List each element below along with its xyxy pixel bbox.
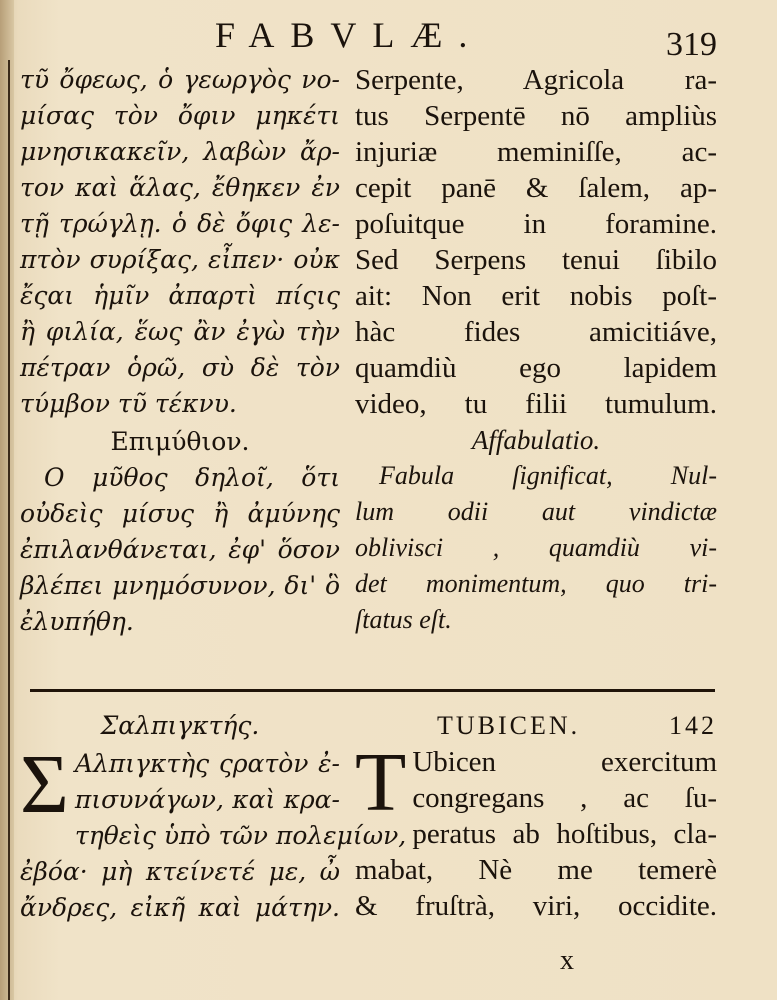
latin-line: video, tu filii tumulum. — [355, 388, 717, 420]
latin-line: hàc fides amicitiáve, — [355, 316, 717, 348]
page-number: 319 — [666, 26, 717, 63]
latin-line: tus Serpentē nō ampliùs — [355, 100, 717, 132]
greek-line: ἐβόα· μὴ κτείνετέ με, ὦ — [20, 857, 340, 886]
latin-line: injuriæ meminiſſe, ac- — [355, 136, 717, 168]
greek-dropcap: Σ — [20, 738, 69, 831]
latin-line: peratus ab hoſtibus, cla- — [412, 818, 717, 850]
greek-line: τῦ ὄφεως, ὁ γεωργὸς νο- — [20, 65, 340, 94]
latin-line: cepit panē & ſalem, ap- — [355, 172, 717, 204]
greek-line: πισυνάγων, καὶ κρα- — [74, 785, 340, 814]
gutter-shadow-line — [8, 60, 10, 700]
greek-moral-line: ἐπιλανθάνεται, ἐφ' ὅσον — [20, 535, 340, 564]
latin-moral-line: oblivisci , quamdiù vi- — [355, 533, 717, 562]
section-divider — [30, 689, 715, 692]
latin-line: Ubicen exercitum — [412, 746, 717, 778]
greek-line: ἢ φιλία, ἕως ἂν ἐγὼ τὴν — [20, 317, 340, 346]
greek-line: μνησικακεῖν, λαβὼν ἄρ- — [20, 137, 340, 166]
greek-column-upper — [20, 62, 340, 640]
latin-line: poſuitque in foramine. — [355, 208, 717, 240]
greek-moral-line: βλέπει μνημόσυνον, δι' ὃ — [20, 571, 340, 600]
signature-mark: x — [560, 945, 574, 976]
latin-line: Serpente, Agricola ra- — [355, 64, 717, 96]
latin-moral-line: ſtatus eſt. — [355, 605, 452, 634]
greek-line: πτὸν συρίξας, εἶπεν· οὐκ — [20, 245, 340, 274]
greek-line: πέτραν ὁρῶ, σὺ δὲ τὸν — [20, 353, 340, 382]
latin-moral-heading: Affabulatio. — [471, 425, 601, 455]
running-title: FABVLÆ. — [215, 15, 484, 55]
latin-moral-line: Fabula ſignificat, Nul- — [379, 461, 717, 490]
greek-moral-line: οὐδεὶς μίσυς ἢ ἀμύνης — [20, 499, 340, 528]
greek-line: τύμβον τῦ τέκνυ. — [20, 389, 237, 418]
gutter-shadow-line — [8, 700, 10, 1000]
fable-number: 142 — [669, 711, 717, 740]
greek-moral-line: ἐλυπήθη. — [20, 607, 134, 636]
latin-column-upper — [355, 62, 717, 638]
latin-line: quamdiù ego lapidem — [355, 352, 717, 384]
greek-line: τῇ τρώγλῃ. ὁ δὲ ὄφις λε- — [20, 209, 340, 238]
latin-line: ait: Non erit nobis poſt- — [355, 280, 717, 312]
latin-moral-line: lum odii aut vindictæ — [355, 497, 717, 526]
latin-line: Sed Serpens tenui ſibilo — [355, 244, 717, 276]
greek-line: μίσας τὸν ὄφιν μηκέτι — [20, 101, 340, 130]
latin-dropcap: T — [355, 736, 407, 829]
latin-fable-heading-row — [355, 708, 717, 744]
latin-line: mabat, Nè me temerè — [355, 854, 717, 886]
latin-moral-line: det monimentum, quo tri- — [355, 569, 717, 598]
binding-gutter — [0, 0, 14, 1000]
greek-fable-heading: Σαλπιγκτής. — [100, 711, 260, 740]
greek-moral-line: Ο μῦθος δηλοῖ, ὅτι — [44, 463, 340, 492]
greek-line: ἔςαι ἡμῖν ἀπαρτὶ πίςις — [20, 281, 340, 310]
greek-column-lower — [20, 708, 407, 926]
greek-moral-heading: Επιμύθιον. — [110, 427, 250, 456]
latin-line: congregans , ac ſu- — [412, 782, 717, 814]
greek-line: τον καὶ ἅλας, ἔθηκεν ἐν — [20, 173, 340, 202]
page-header — [0, 10, 777, 63]
greek-line: Αλπιγκτὴς ςρατὸν ἐ- — [74, 749, 340, 778]
latin-column-lower — [355, 708, 717, 924]
latin-fable-heading: TUBICEN. — [437, 711, 581, 740]
greek-line: ἄνδρες, εἰκῆ καὶ μάτην. — [20, 893, 340, 922]
latin-line: & fruſtrà, viri, occidite. — [355, 890, 717, 922]
greek-line: τηθεὶς ὑπὸ τῶν πολεμίων, — [74, 821, 407, 850]
